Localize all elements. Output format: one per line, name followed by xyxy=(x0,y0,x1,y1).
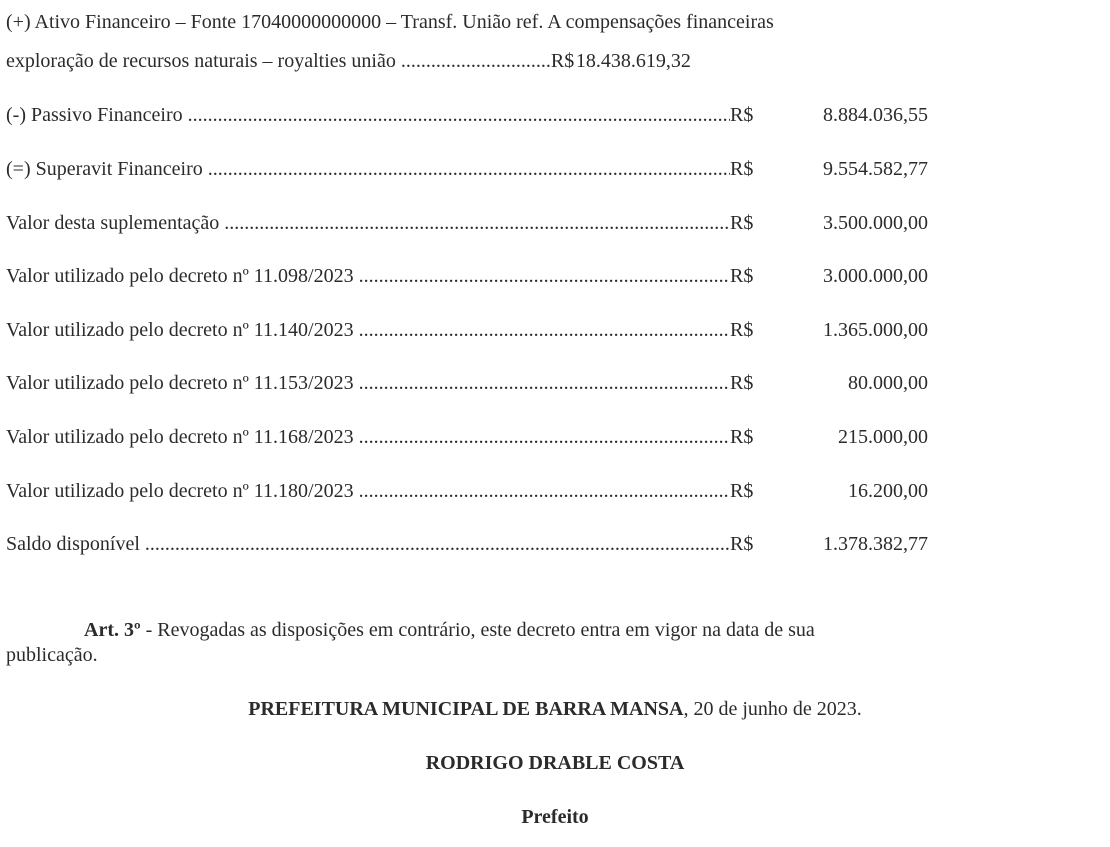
ativo-value: 18.438.619,32 xyxy=(575,50,691,72)
article-text-1: - Revogadas as disposições em contrário, este decreto entra em vigor na data de sua xyxy=(140,619,815,641)
row-label: Valor utilizado pelo decreto nº 11.168/2023 ..... xyxy=(6,425,730,449)
row-currency: R$ xyxy=(730,480,754,502)
row-label: Valor utilizado pelo decreto nº 11.098/2023 ..... xyxy=(6,264,730,288)
article-line-2: publicação. xyxy=(6,644,98,666)
row-value: 8.884.036,55 xyxy=(823,104,928,126)
org-date-line xyxy=(0,697,1110,721)
signer-name-text: RODRIGO DRABLE COSTA xyxy=(425,752,685,774)
row-currency: R$ xyxy=(730,533,754,555)
row-currency: R$ xyxy=(730,104,754,126)
row-value: 16.200,00 xyxy=(848,480,928,502)
row-value: 3.500.000,00 xyxy=(823,212,928,234)
row-label: Valor utilizado pelo decreto nº 11.140/2023 ..... xyxy=(6,318,730,342)
article-line-1 xyxy=(84,618,1104,642)
row-currency: R$ xyxy=(730,265,754,287)
row-label: Valor utilizado pelo decreto nº 11.153/2023 ..... xyxy=(6,371,730,395)
row-value: 215.000,00 xyxy=(838,426,928,448)
ativo-line-1: (+) Ativo Financeiro – Fonte 17040000000000 – Transf. União ref. A compensações financeiras xyxy=(6,11,774,33)
row-value: 9.554.582,77 xyxy=(823,158,928,180)
row-label: (-) Passivo Financeiro ..... xyxy=(6,103,730,127)
signer-role-text: Prefeito xyxy=(521,806,589,828)
row-label: Saldo disponível ..... xyxy=(6,532,730,556)
org-name: PREFEITURA MUNICIPAL DE BARRA MANSA xyxy=(248,698,684,720)
row-currency: R$ xyxy=(730,372,754,394)
row-currency: R$ xyxy=(730,426,754,448)
row-label: Valor desta suplementação ..... xyxy=(6,211,730,235)
row-currency: R$ xyxy=(730,158,754,180)
signature-date: , 20 de junho de 2023. xyxy=(683,698,862,720)
ativo-line-2 xyxy=(6,49,691,73)
ativo-currency: R$ xyxy=(550,50,575,72)
row-value: 1.365.000,00 xyxy=(823,319,928,341)
signer-name xyxy=(0,751,1110,775)
row-currency: R$ xyxy=(730,212,754,234)
signer-role xyxy=(0,805,1110,829)
row-label: Valor utilizado pelo decreto nº 11.180/2023 ..... xyxy=(6,479,730,503)
row-currency: R$ xyxy=(730,319,754,341)
ativo-line-2-label: exploração de recursos naturais – royalties união .............................. xyxy=(6,50,551,72)
row-value: 80.000,00 xyxy=(848,372,928,394)
row-value: 1.378.382,77 xyxy=(823,533,928,555)
article-title: Art. 3º xyxy=(84,619,141,641)
row-label: (=) Superavit Financeiro ..... xyxy=(6,157,730,181)
row-value: 3.000.000,00 xyxy=(823,265,928,287)
